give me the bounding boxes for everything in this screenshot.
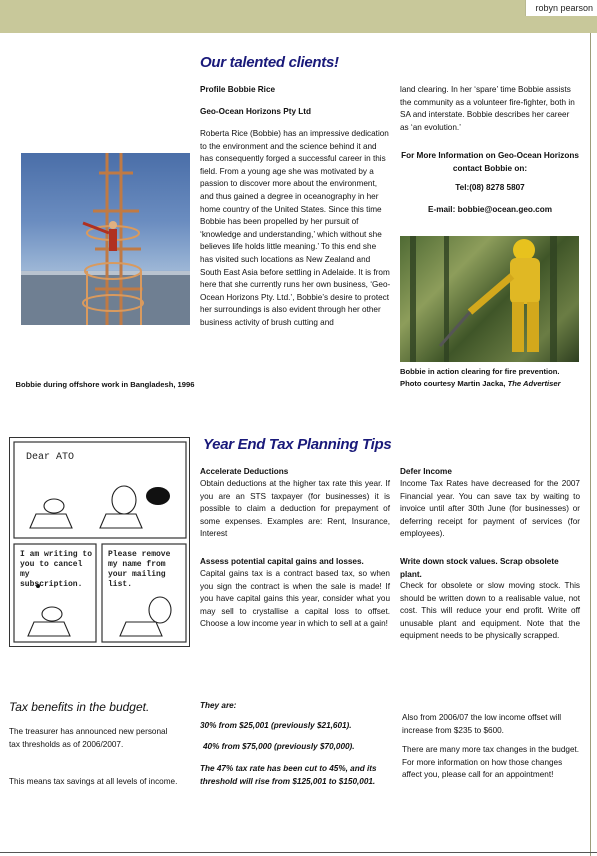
profile-label: Profile Bobbie Rice xyxy=(200,85,276,94)
budget-rate-30: 30% from $25,001 (previously $21,601). xyxy=(200,721,352,730)
contact-email: E-mail: bobbie@ocean.geo.com xyxy=(428,205,552,214)
bottom-rule xyxy=(0,852,597,853)
tax-col2-heading-1: Defer Income xyxy=(400,467,452,476)
cartoon-text-remove: Please remove my name from your mailing list. xyxy=(108,550,171,589)
cartoon-text-cancel: I am writing to you to cancel my subscription. xyxy=(20,550,93,589)
header-band xyxy=(0,0,597,33)
tax-col1-text-1: Obtain deductions at the higher tax rate this year. If you are an STS taxpayer (for businesses) it is possible to claim a deduction for prepayment of some expenses. Examples are: Rent, Insurance, Interest xyxy=(200,479,390,539)
snoopy-cartoon xyxy=(9,437,190,647)
tax-col2-text-2: Check for obsolete or slow moving stock. This should be written down to a realisable value, not cost. This will reduce your end profit. Write off unusable plant and equipment. Note that the equipment needs to be physically scrapped. xyxy=(400,581,580,641)
photo1-caption: Bobbie during offshore work in Bangladesh, 1996 xyxy=(15,380,195,389)
tax-col2-text-1: Income Tax Rates have decreased for the 2007 Financial year. You can save tax by waiting to invoice until after 30th June (for businesses) or deferring receipt for payment of services (for employees). xyxy=(400,479,580,539)
photo2-caption-text: Bobbie in action clearing for fire prevention. Photo courtesy Martin Jacka, xyxy=(400,367,560,388)
firefighter-photo xyxy=(400,236,579,362)
budget-paragraph-1: The treasurer has announced new personal tax thresholds as of 2006/2007. xyxy=(9,727,168,749)
budget-rate-40: 40% from $75,000 (previously $70,000). xyxy=(203,742,355,751)
firefighter-illustration xyxy=(400,236,579,362)
author-name: robyn pearson xyxy=(535,3,593,13)
budget-title: Tax benefits in the budget. xyxy=(9,700,150,714)
tax-title: Year End Tax Planning Tips xyxy=(203,436,392,453)
photo2-caption xyxy=(400,366,582,389)
budget-paragraph-3: Also from 2006/07 the low income offset will increase from $235 to $600. xyxy=(402,713,562,735)
right-margin-rule xyxy=(590,33,591,856)
tax-col1-heading-1: Accelerate Deductions xyxy=(200,467,289,476)
company-name: Geo-Ocean Horizons Pty Ltd xyxy=(200,107,311,116)
tax-col1-text-2: Capital gains tax is a contract based tax, so when you sign the contract is when the sale is made! If you have capital gains this year, consider what you may sell to crystallise a capital loss to offset. Choose a low income year in which to sell at a gain! xyxy=(200,569,390,629)
budget-paragraph-4: There are many more tax changes in the budget. For more information on how those changes affect you, please call for an appointment! xyxy=(402,745,580,780)
photo2-caption-source: The Advertiser xyxy=(507,378,561,388)
cartoon-text-dear-ato: Dear ATO xyxy=(26,452,75,463)
tax-col2-heading-2: Write down stock values. Scrap obsolete plant. xyxy=(400,557,559,579)
author-tab xyxy=(525,0,597,16)
tax-col1-heading-2: Assess potential capital gains and losses. xyxy=(200,557,364,566)
contact-phone: Tel:(08) 8278 5807 xyxy=(455,183,525,192)
budget-rate-47: The 47% tax rate has been cut to 45%, and its threshold will rise from $125,001 to $150,001. xyxy=(200,764,377,786)
budget-they-are: They are: xyxy=(200,701,237,710)
contact-heading: For More Information on Geo-Ocean Horizons contact Bobbie on: xyxy=(401,151,579,173)
cartoon-panels xyxy=(10,438,190,647)
clients-title: Our talented clients! xyxy=(200,54,339,71)
profile-body-continued: land clearing. In her ‘spare’ time Bobbie assists the community as a volunteer fire-fighter, both in SA and interstate. Bobbie describes her career as ‘an evolution.’ xyxy=(400,85,575,132)
profile-body: Roberta Rice (Bobbie) has an impressive dedication to the environment and the science behind it and has consequently forged a successful career in this field. From a young age she was motivated by a passion to discover more about the environment, and thus gained a degree in oceanography in her home country of the United States. Since this time Bobbie has been propelled by her pursuit of ‘knowledge and understanding,’ which without she believes life holds little meaning.’ To this end she has visited such locations as New Zealand and South East Asia before settling in Adelaide. It is from here that she currently runs her own business, ‘Geo-Ocean Horizons Pty. Ltd.’, Bobbie’s desire to protect her surroundings is also evident through her other business activity of brush cutting and xyxy=(200,129,391,327)
budget-paragraph-2: This means tax savings at all levels of income. xyxy=(9,777,178,786)
offshore-rig-illustration xyxy=(21,153,190,325)
offshore-rig-photo xyxy=(21,153,190,325)
